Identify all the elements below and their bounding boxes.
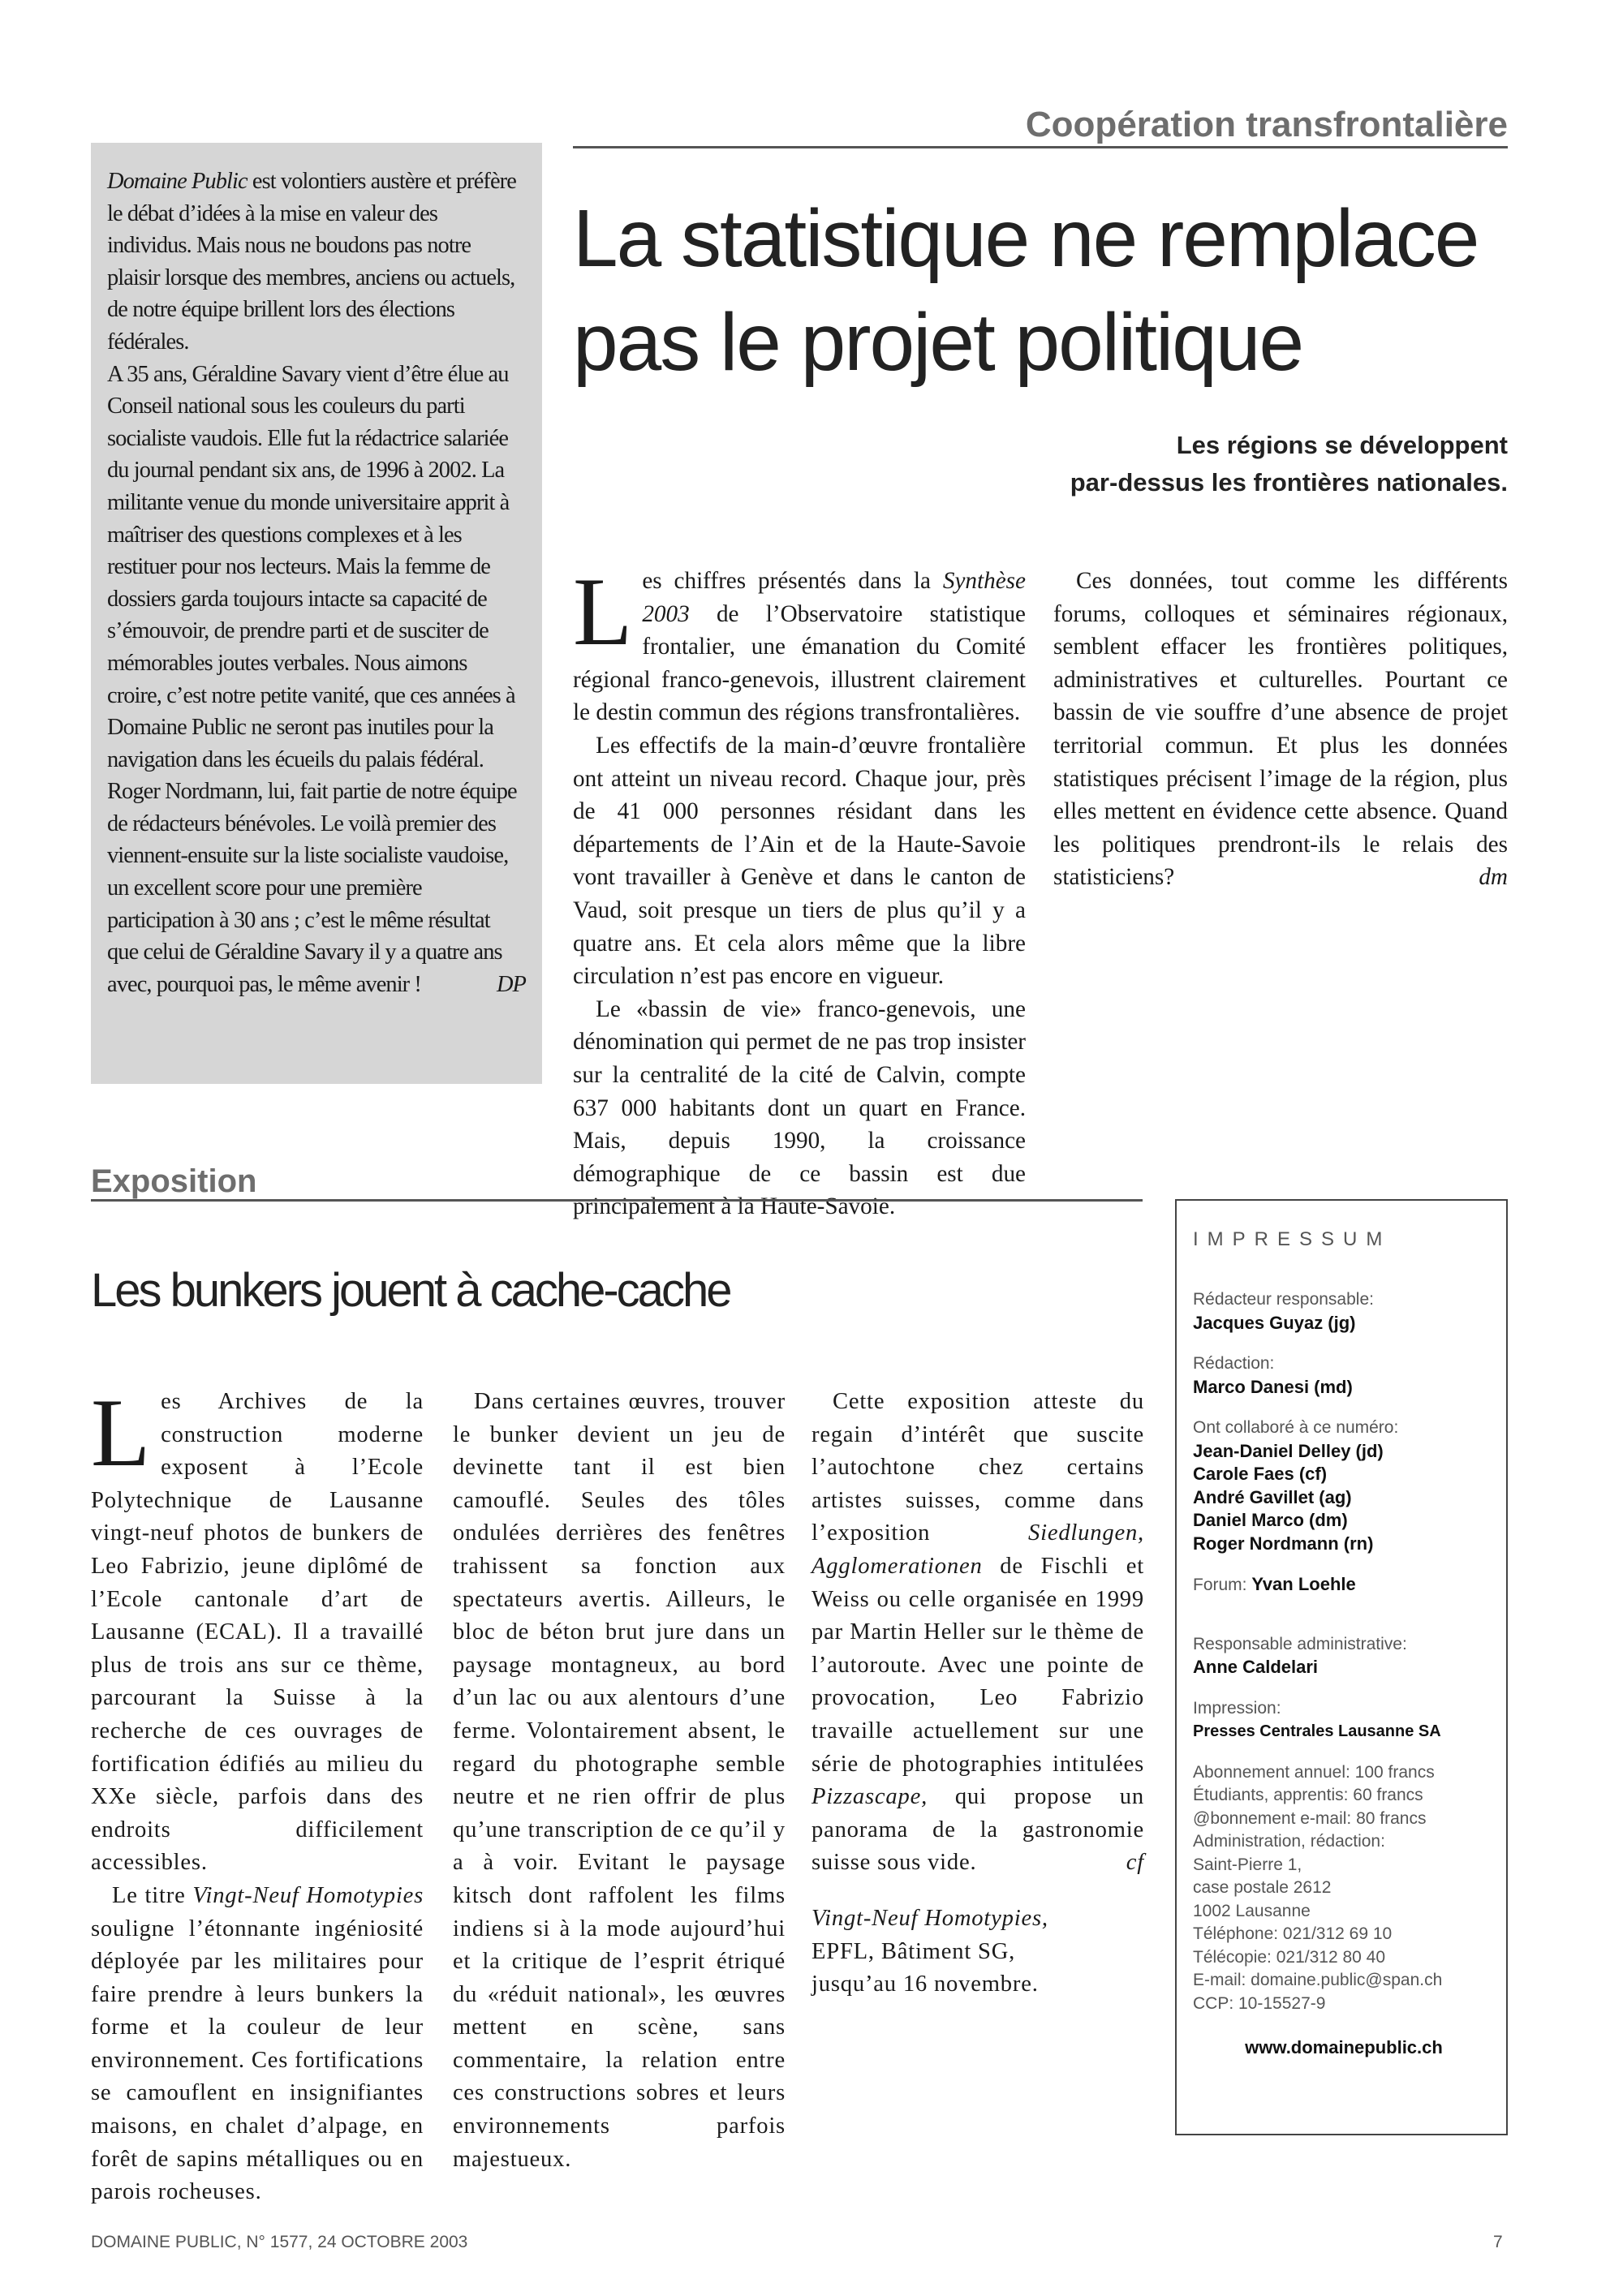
sidebar-paragraph xyxy=(107,776,526,1000)
article-paragraph: Les effectifs de la main-d’œuvre frontalière ont atteint un niveau record. Chaque jour, près de 41 000 personnes résidant dans les départements de l’Ain et de la Haute-Savoie vont travailler à Genève et dans le canton de Vaud, soit presque un tiers de plus qu’il y a quatre ans. Et cela alors même que la libre circulation n’est pas encore en vigueur. xyxy=(573,732,1026,990)
text-span: Le titre xyxy=(112,1882,193,1908)
impressum-info-line: Administration, rédaction: xyxy=(1193,1832,1385,1851)
impressum-label: Impression: xyxy=(1193,1698,1281,1718)
impressum-name: Marco Danesi (md) xyxy=(1193,1376,1353,1397)
sidebar-paragraph: A 35 ans, Géraldine Savary vient d’être élue au Conseil national sous les couleurs du parti socialiste vaudois. Elle fut la rédactrice salariée du journal pendant six ans, de 1996 à 2002. La militante venue du monde universitaire apprit à maîtriser des questions complexes et à les restituer pour nos lecteurs. Mais la femme de dossiers garda toujours intacte sa capacité de s’émouvoir, de prendre parti et de susciter de mémorables joutes verbales. Nous aimons croire, c’est notre petite vanité, que ces années à Domaine Public ne seront pas inutiles pour la navigation dans les écueils du palais fédéral. xyxy=(107,361,515,772)
italic-span: Vingt-Neuf Homotypies xyxy=(192,1882,424,1908)
impressum-name: Jean-Daniel Delley (jd) xyxy=(1193,1440,1384,1461)
impressum-name: Carole Faes (cf) xyxy=(1193,1464,1328,1484)
impressum-label: Ont collaboré à ce numéro: xyxy=(1193,1418,1399,1437)
credit-place: EPFL, Bâtiment SG, xyxy=(812,1938,1016,1964)
credit-date: jusqu’au 16 novembre. xyxy=(812,1971,1039,1997)
impressum-label: Rédacteur responsable: xyxy=(1193,1290,1374,1309)
impressum-info-line: Abonnement annuel: 100 francs xyxy=(1193,1762,1435,1782)
article-signature: cf xyxy=(1126,1850,1144,1876)
exposition-column-2 xyxy=(453,1386,786,2176)
impressum-name: Presses Centrales Lausanne SA xyxy=(1193,1722,1441,1740)
article-paragraph: Le «bassin de vie» franco-genevois, une dénomination qui permet de ne pas trop insister sur la centralité de la cité de Calvin, compte 637 000 habitants dont un quart en France. Mais, depuis 1990, la croissance démographique de ce bassin est due principalement à la Haute-Savoie. xyxy=(573,995,1026,1220)
impressum-name: Roger Nordmann (rn) xyxy=(1193,1533,1374,1554)
text-span: Ces données, tout comme les différents forums, colloques et séminaires régionaux, semblent effacer les frontières politiques, administratives et culturelles. Pourtant ce bassin de vie souffre d’une absence de projet territorial commun. Et plus les données statistiques précisent l’image de la région, plus elles mettent en évidence cette absence. Quand les politiques prendront-ils le relais des statisticiens? xyxy=(1053,568,1508,891)
credit-title: Vingt-Neuf Homotypies, xyxy=(812,1905,1048,1931)
section-label: Coopération transfrontalière xyxy=(1025,105,1508,144)
impressum-info-line: E-mail: domaine.public@span.ch xyxy=(1193,1971,1443,1989)
text-span: qui propose un panorama de la gastronomie suisse sous vide. xyxy=(812,1784,1144,1876)
article-paragraph xyxy=(812,1386,1144,1880)
sidebar-paragraph xyxy=(107,166,526,359)
impressum-info-line: Saint-Pierre 1, xyxy=(1193,1855,1302,1874)
impressum-info-line: CCP: 10-15527-9 xyxy=(1193,1993,1326,2013)
footer-publication: DOMAINE PUBLIC, N° 1577, 24 OCTOBRE 2003 xyxy=(91,2233,468,2251)
article-paragraph: Dans certaines œuvres, trouver le bunker devient un jeu de devinette tant il est bien camouflé. Seules des tôles ondulées derrières des fenêtres trahissent sa fonction aux spectateurs avertis. Ailleurs, le bloc de béton brut jure dans un paysage montagneux, au bord d’un lac ou aux alentours d’une ferme. Volontairement absent, le regard du photographe semble neutre et ne rien offrir de plus qu’une transcription de ce qu’il y a à voir. Evitant le paysage kitsch dont raffolent les films indiens si à la mode aujourd’hui et la critique de l’esprit étriqué du «réduit national», les œuvres mettent en scène, sans commentaire, la relation entre ces constructions sobres et leurs environnements parfois majestueux. xyxy=(453,1389,786,2172)
article-signature: dm xyxy=(1479,864,1508,891)
sidebar-italic: Domaine Public xyxy=(107,169,248,194)
article-column-2 xyxy=(1053,565,1508,894)
impressum-body xyxy=(1193,1288,1495,2060)
text-span: souligne l’étonnante ingéniosité déployée par les militaires pour faire prendre à leurs bunkers la forme et la couleur de leur environnement. Ces fortifications se camouflent en insignifiantes maisons, en chalet d’alpage, en forêt de sapins métalliques ou en parois rocheuses. xyxy=(91,1915,424,2205)
impressum-name: André Gavillet (ag) xyxy=(1193,1486,1352,1507)
article-paragraph xyxy=(91,1378,424,1880)
exposition-column-1 xyxy=(91,1378,424,2209)
impressum-forum xyxy=(1193,1573,1495,1597)
impressum-info-line: Téléphone: 021/312 69 10 xyxy=(1193,1924,1393,1943)
impressum-info-line: case postale 2612 xyxy=(1193,1878,1332,1897)
impressum-title: IMPRESSUM xyxy=(1193,1228,1392,1250)
article-paragraph xyxy=(573,557,1026,729)
text-span: Cette exposition atteste du regain d’intérêt que suscite l’autochtone chez certains artistes suisses, comme dans l’exposition xyxy=(812,1389,1144,1546)
impressum-name: Jacques Guyaz (jg) xyxy=(1193,1312,1356,1333)
article-subtitle xyxy=(777,427,1508,501)
italic-span: Pizzascape, xyxy=(812,1784,928,1810)
website-link[interactable]: www.domainepublic.ch xyxy=(1245,2037,1443,2057)
impressum-label: Rédaction: xyxy=(1193,1354,1275,1373)
text-span: de Fischli et Weiss ou celle organisée en 1999 par Martin Heller sur le thème de l’autoroute. Avec une pointe de provocation, Leo Fabrizio travaille actuellement sur une série de photographies intitulées xyxy=(812,1553,1144,1777)
impressum-name: Yvan Loehle xyxy=(1251,1574,1356,1594)
impressum-info-line: Étudiants, apprentis: 60 francs xyxy=(1193,1786,1423,1804)
title-line-1: La statistique ne remplace xyxy=(573,193,1479,284)
sidebar-text xyxy=(107,166,526,1000)
section-header-exposition xyxy=(91,1163,1143,1202)
impressum-info-line: Télécopie: 021/312 80 40 xyxy=(1193,1947,1386,1967)
article-paragraph xyxy=(1053,565,1508,894)
text-span: es chiffres présentés dans la xyxy=(642,568,943,594)
title-line-2: pas le projet politique xyxy=(573,297,1303,388)
sidebar-signature: DP xyxy=(496,971,526,997)
italic-span: Synthèse 2003 xyxy=(642,568,1026,627)
drop-cap: L xyxy=(91,1378,152,1486)
impressum-box xyxy=(1175,1199,1508,2135)
exposition-title: Les bunkers jouent à cache-cache xyxy=(91,1264,730,1317)
impressum-info-line: 1002 Lausanne xyxy=(1193,1901,1311,1920)
text-span: es Archives de la construction moderne exposent à l’Ecole Polytechnique de Lausanne vingt-neuf photos de bunkers de Leo Fabrizio, jeune diplômé de l’Ecole cantonale d’art de Lausanne (ECAL). Il a travaillé plus de trois ans sur ce thème, parcourant la Suisse à la recherche de ces ouvrages de fortification édifiés au milieu du XXe siècle, parfois dans des endroits difficilement accessibles. xyxy=(91,1389,424,1876)
sidebar-text-span: Roger Nordmann, lui, fait partie de notre équipe de rédacteurs bénévoles. Le voilà premier des viennent-ensuite sur la liste socialiste vaudoise, un excellent score pour une première participation à 30 ans ; c’est le même résultat que celui de Géraldine Savary il y a quatre ans avec, pourquoi pas, le même avenir ! xyxy=(107,779,517,997)
subtitle-line-2: par-dessus les frontières nationales. xyxy=(1070,468,1508,497)
article-column-1 xyxy=(573,557,1026,1223)
impressum-label: Responsable administrative: xyxy=(1193,1634,1407,1653)
article-title xyxy=(573,187,1522,394)
impressum-label: Forum: xyxy=(1193,1576,1252,1594)
italic-span: Siedlungen, Agglomerationen xyxy=(812,1520,1144,1579)
sidebar-text-span: est volontiers austère et préfère le débat d’idées à la mise en valeur des individus. Mais nous ne boudons pas notre plaisir lorsque des membres, anciens ou actuels, de notre équipe brillent lors des élections fédérales. xyxy=(107,169,516,355)
impressum-name: Anne Caldelari xyxy=(1193,1657,1319,1677)
section-label: Exposition xyxy=(91,1163,257,1199)
page-number: 7 xyxy=(1493,2233,1503,2251)
section-header-cooperation xyxy=(573,104,1508,148)
exposition-column-3 xyxy=(812,1386,1144,2001)
impressum-info-line: @bonnement e-mail: 80 francs xyxy=(1193,1808,1427,1828)
subtitle-line-1: Les régions se développent xyxy=(1176,431,1508,459)
impressum-name: Daniel Marco (dm) xyxy=(1193,1510,1348,1530)
text-span: de l’Observatoire statistique frontalier, une émanation du Comité régional franco-genevois, illustrent clairement le destin commun des régions transfrontalières. xyxy=(573,600,1026,726)
drop-cap: L xyxy=(573,557,633,665)
exhibition-credit xyxy=(812,1903,1144,2001)
article-paragraph xyxy=(91,1880,424,2209)
